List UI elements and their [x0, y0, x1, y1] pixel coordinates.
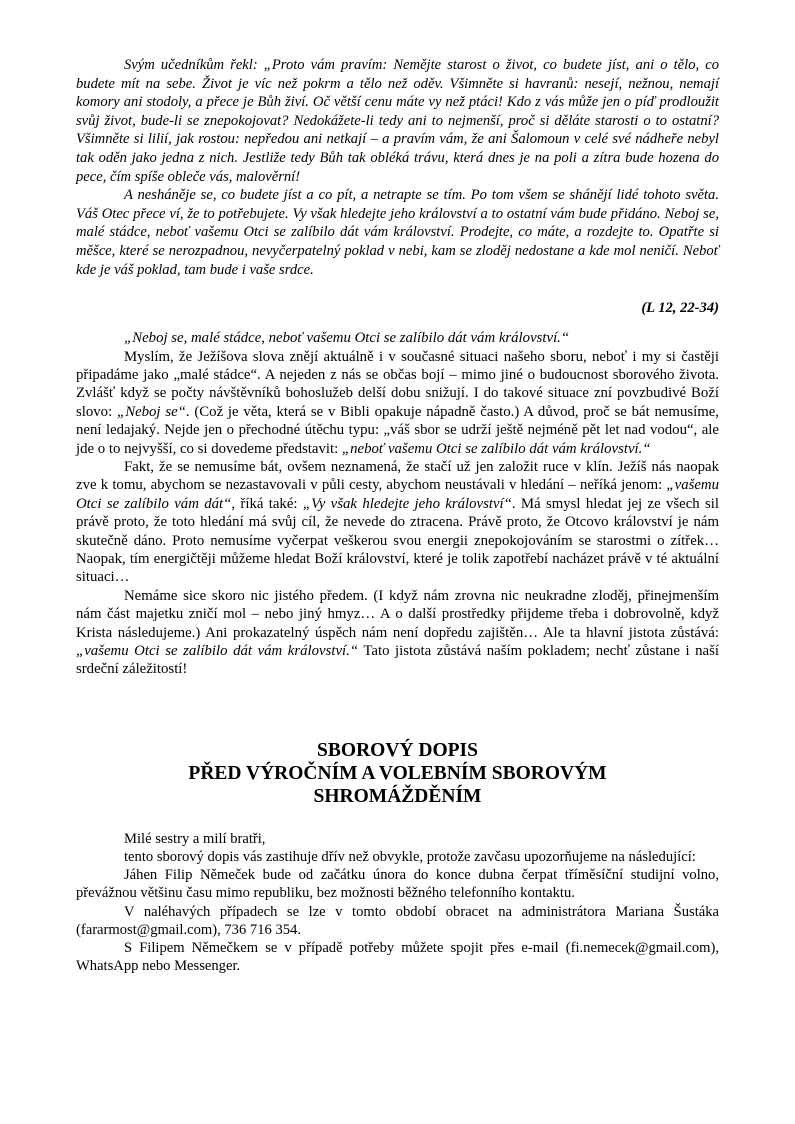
- letter-paragraph: S Filipem Němečkem se v případě potřeby můžete spojit přes e-mail (fi.nemecek@gmail.com), WhatsApp nebo Messenger.: [76, 940, 719, 975]
- letter-paragraph: V naléhavých případech se lze v tomto období obracet na administrátora Mariana Šustáka (fararmost@gmail.com), 736 716 354.: [76, 903, 719, 938]
- sermon-paragraph: Nemáme sice skoro nic jistého předem. (I když nám zrovna nic neukradne zloděj, přinejmenším nám část majetku zničí mol – nebo jiný hmyz… A o další prostředky přijdeme třeba i dobrovolně, když Krista následujeme.) Ani prokazatelný úspěch nám není dopředu zajištěn… Ale ta hlavní jistota zůstává: „vašemu Otci se zalíbilo dát vám království.“ Tato jistota zůstává naším pokladem; nechť zůstane i naší srdeční záležitostí!: [76, 587, 719, 678]
- sermon-paragraph: Fakt, že se nemusíme bát, ovšem neznamená, že stačí už jen založit ruce v klín. Ježíš nás naopak zve k tomu, abychom se nezastavovali v půli cesty, abychom neustávali v hledání – neříká jenom: „vašemu Otci se zalíbilo vám dát“, říká také: „Vy však hledejte jeho království“. Má smysl hledat jej ze všech sil právě proto, že toto hledání má svůj cíl, že nevede do ztracena. Právě proto, že Otcovo království je nám skutečně dáno. Proto nemusíme vyčerpat veškerou svou energii znepokojováním se starostmi o zítřek… Naopak, tím energičtěji můžeme hledat Boží království, které je tolik zapotřebí nacházet právě v té aktuální situaci…: [76, 458, 719, 586]
- letter-paragraph: tento sborový dopis vás zastihuje dřív než obvykle, protože zavčasu upozorňujeme na následující:: [124, 849, 696, 866]
- sermon-paragraph: Myslím, že Ježíšova slova znějí aktuálně i v současné situaci našeho sboru, neboť i my si častěji připadáme jako „malé stádce“. A nejeden z nás se občas bojí – mimo jiné o budoucnost sborového života. Zvlášť když se počty návštěvníků bohoslužeb delší dobu snižují. I do takové situace zní povzbudivé Boží slovo: „Neboj se“. (Což je věta, která se v Bibli opakuje nápadně často.) A důvod, proč se bát nemusíme, není ledajaký. Nejde jen o přechodné útěchu typu: „váš sbor se udrží ještě nejméně pět let nad vodou“, ale jde o to nejvyšší, co si dovedeme představit: „neboť vašemu Otci se zalíbilo dát vám království.“: [76, 348, 719, 457]
- letter: [76, 830, 719, 976]
- letter-greeting: Milé sestry a milí bratři,: [124, 830, 266, 847]
- section-heading: [76, 739, 719, 808]
- sermon: [76, 329, 719, 679]
- letter-paragraph: Jáhen Filip Němeček bude od začátku února do konce dubna čerpat tříměsíční studijní volno, převážnou většinu času mimo republiku, bez možnosti běžného telefonního kontaktu.: [76, 867, 719, 902]
- heading-line: PŘED VÝROČNÍM A VOLEBNÍM SBOROVÝM: [188, 762, 607, 784]
- document-page: [76, 56, 719, 975]
- quote-paragraph: A nesháněje se, co budete jíst a co pít, a netrapte se tím. Po tom všem se shánějí lidé tohoto světa. Váš Otec přece ví, že to potřebujete. Vy však hledejte jeho království a to ostatní vám bude přidáno. Neboj se, malé stádce, neboť vašemu Otci se zalíbilo dát vám království. Prodejte, co máte, a rozdejte to. Opatřte si měšce, které se nerozpadnou, nevyčerpatelný poklad v nebi, kam se zloděj nedostane a kde mol neničí. Neboť kde je váš poklad, tam bude i vaše srdce.: [76, 187, 719, 278]
- heading-line: SBOROVÝ DOPIS: [317, 739, 478, 761]
- sermon-motto: „Neboj se, malé stádce, neboť vašemu Otci se zalíbilo dát vám království.“: [124, 330, 570, 347]
- scripture-reference: (L 12, 22-34): [641, 300, 719, 317]
- heading-line: SHROMÁŽDĚNÍM: [313, 785, 482, 807]
- scripture-quote: [76, 56, 719, 279]
- quote-paragraph: Svým učedníkům řekl: „Proto vám pravím: Nemějte starost o život, co budete jíst, ani o tělo, co budete mít na sebe. Život je víc než pokrm a tělo než oděv. Všimněte si havranů: nesejí, nežnou, nemají komory ani stodoly, a přece je Bůh živí. Oč větší cenu máte vy než ptáci! Kdo z vás může jen o píď prodloužit svůj život, bude-li se znepokojovat? Nedokážete-li tedy ani to nejmenší, proč si děláte starosti o to ostatní? Všimněte si lilií, jak rostou: nepředou ani netkají – a pravím vám, že ani Šalomoun v celé své nádheře nebyl tak oděn jako jedna z nich. Jestliže tedy Bůh tak obléká trávu, která dnes je na poli a zítra bude hozena do pece, čím spíše obleče vás, malověrní!: [76, 57, 719, 185]
